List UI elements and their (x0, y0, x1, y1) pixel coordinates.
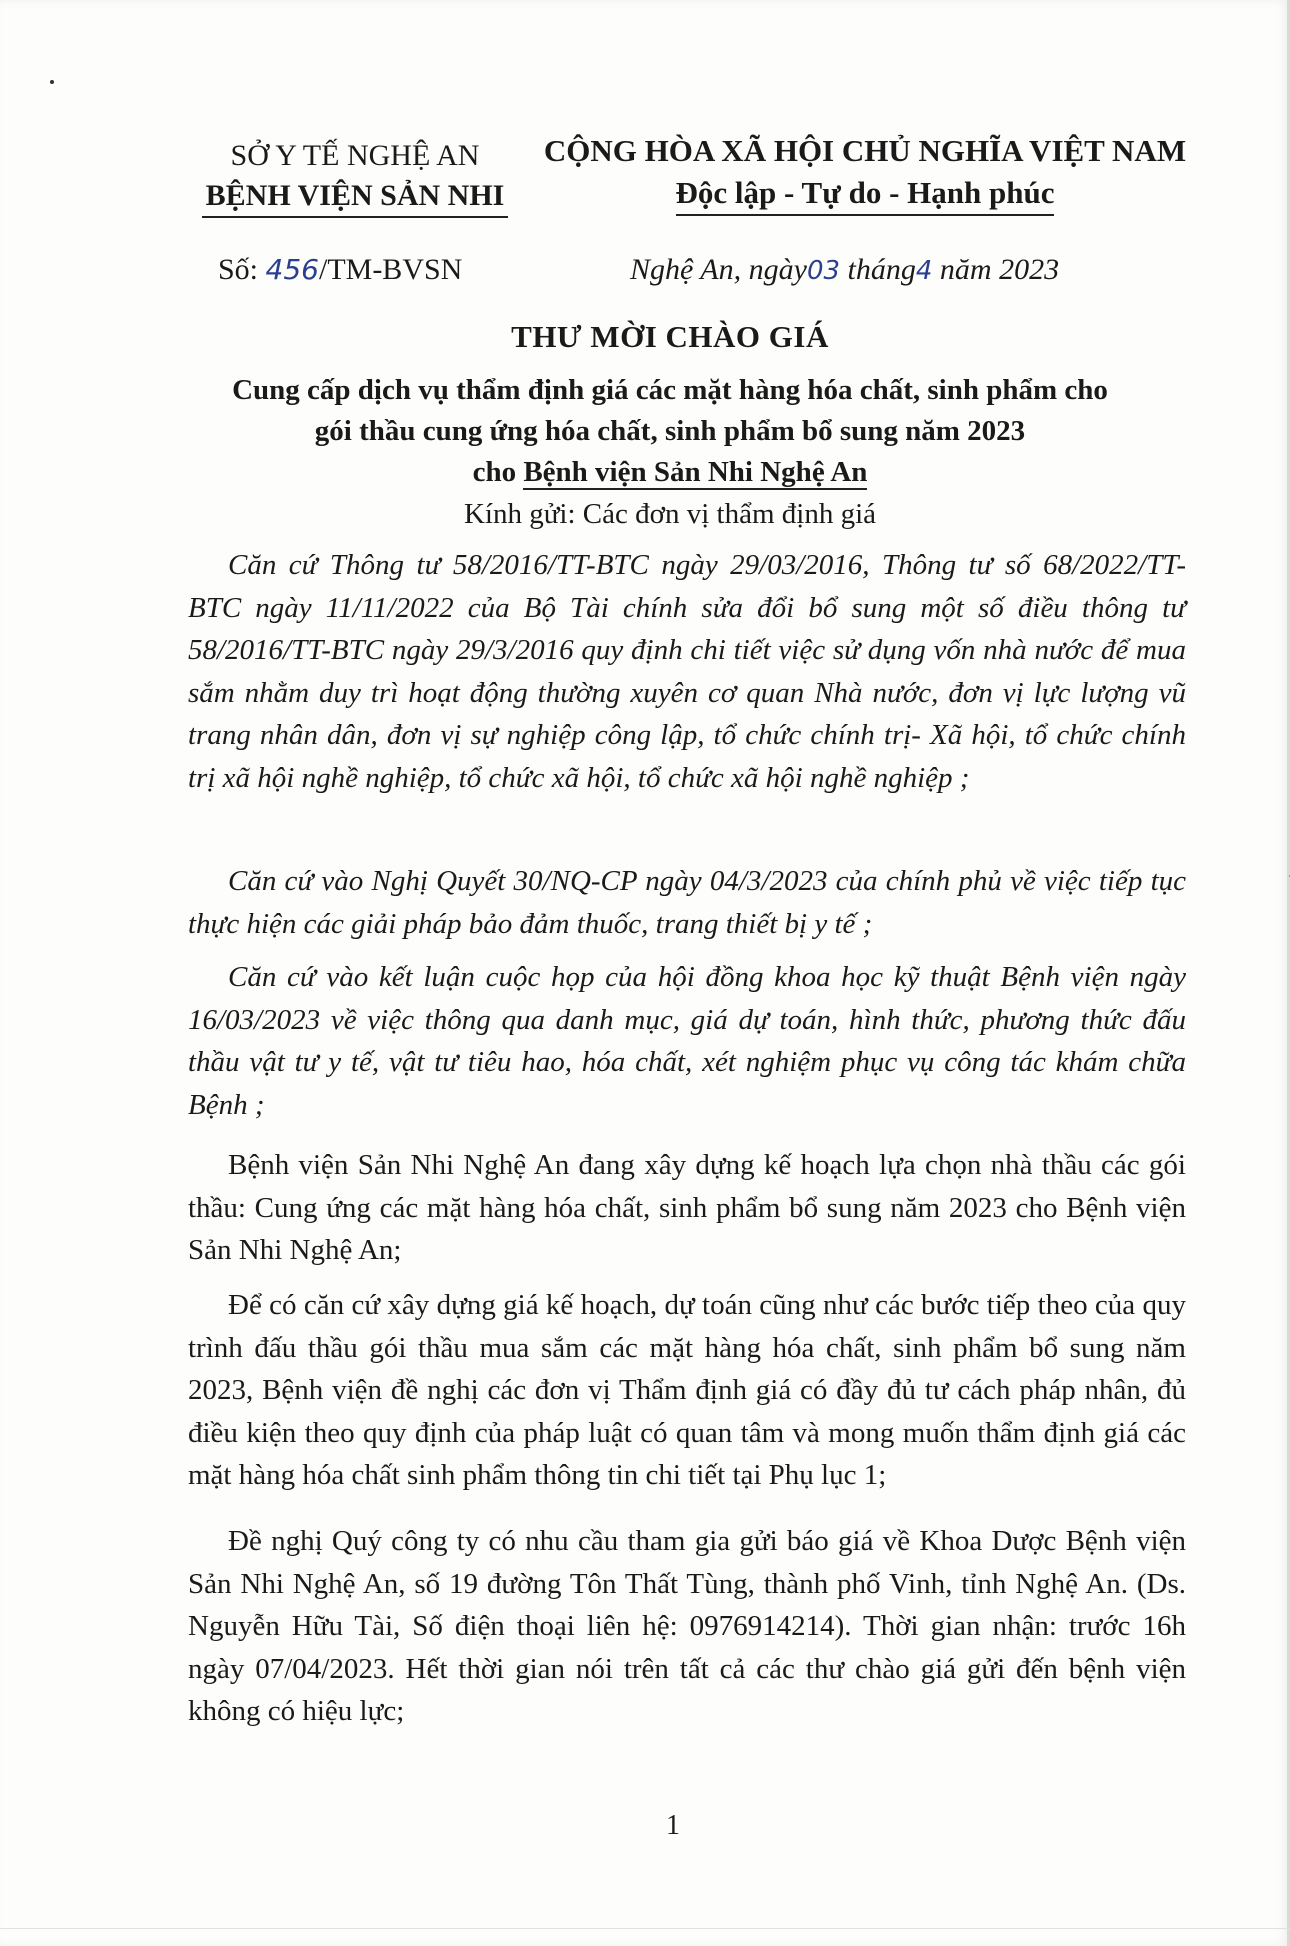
day-handwritten: 03 (806, 256, 841, 286)
place-date (630, 253, 1059, 287)
country-name: CỘNG HÒA XÃ HỘI CHỦ NGHĨA VIỆT NAM (543, 133, 1187, 168)
document-title: THƯ MỜI CHÀO GIÁ (511, 319, 829, 354)
subject-line-2: gói thầu cung ứng hóa chất, sinh phẩm bổ sung năm 2023 (314, 415, 1026, 447)
national-heading (540, 130, 1190, 216)
red-stamp-partial (1262, 790, 1290, 990)
bottom-edge (0, 1928, 1290, 1929)
org-parent: SỞ Y TẾ NGHỆ AN (230, 139, 480, 172)
doc-number-prefix: Số: (218, 253, 266, 286)
year-text: năm 2023 (932, 253, 1060, 286)
page-number: 1 (666, 1810, 680, 1841)
speck (50, 80, 54, 84)
subject-line-1: Cung cấp dịch vụ thẩm định giá các mặt hàng hóa chất, sinh phẩm cho (232, 374, 1108, 406)
doc-number-handwritten: 456 (265, 253, 319, 286)
doc-number-suffix: /TM-BVSN (318, 253, 463, 286)
subject-line-3-prefix: cho (472, 456, 524, 488)
month-handwritten: 4 (915, 256, 933, 286)
month-label: tháng (840, 253, 916, 286)
document-number (218, 253, 462, 287)
subject-line-3-underlined: Bệnh viện Sản Nhi Nghệ An (523, 456, 868, 488)
issuing-organization (190, 136, 520, 218)
national-motto: Độc lập - Tự do - Hạnh phúc (676, 172, 1055, 216)
paragraph-legal-basis-3: Căn cứ vào kết luận cuộc họp của hội đồng khoa học kỹ thuật Bệnh viện ngày 16/03/2023 về việc thông qua danh mục, giá dự toán, hình thức, phương thức đấu thầu vật tư y tế, vật tư tiêu hao, hóa chất, xét nghiệm phục vụ công tác khám chữa Bệnh ; (188, 961, 1186, 1121)
org-name: BỆNH VIỆN SẢN NHI (202, 176, 509, 218)
greeting: Kính gửi: Các đơn vị thẩm định giá (463, 498, 877, 530)
document-subject (150, 370, 1190, 493)
paragraph-submission: Đề nghị Quý công ty có nhu cầu tham gia gửi báo giá về Khoa Dược Bệnh viện Sản Nhi Nghệ An, số 19 đường Tôn Thất Tùng, thành phố Vinh, tỉnh Nghệ An. (Ds. Nguyễn Hữu Tài, Số điện thoại liên hệ: 0976914214). Thời gian nhận: trước 16h ngày 07/04/2023. Hết thời gian nói trên tất cả các thư chào giá gửi đến bệnh viện không có hiệu lực; (188, 1525, 1186, 1727)
paragraph-legal-basis-2: Căn cứ vào Nghị Quyết 30/NQ-CP ngày 04/3/2023 của chính phủ về việc tiếp tục thực hiện các giải pháp bảo đảm thuốc, trang thiết bị y tế ; (188, 865, 1186, 940)
place-date-prefix: Nghệ An, ngày (630, 253, 807, 286)
paragraph-plan: Bệnh viện Sản Nhi Nghệ An đang xây dựng kế hoạch lựa chọn nhà thầu các gói thầu: Cung ứng các mặt hàng hóa chất, sinh phẩm bổ sung năm 2023 cho Bệnh viện Sản Nhi Nghệ An; (188, 1149, 1186, 1266)
paragraph-legal-basis-1: Căn cứ Thông tư 58/2016/TT-BTC ngày 29/03/2016, Thông tư số 68/2022/TT-BTC ngày 11/11/2022 của Bộ Tài chính sửa đổi bổ sung một số điều thông tư 58/2016/TT-BTC ngày 29/3/2016 quy định chi tiết việc sử dụng vốn nhà nước để mua sắm nhằm duy trì hoạt động thường xuyên cơ quan Nhà nước, đơn vị lực lượng vũ trang nhân dân, đơn vị sự nghiệp công lập, tổ chức chính trị- Xã hội, tổ chức chính trị xã hội nghề nghiệp, tổ chức xã hội, tổ chức xã hội nghề nghiệp ; (188, 549, 1186, 794)
paragraph-request: Để có căn cứ xây dựng giá kế hoạch, dự toán cũng như các bước tiếp theo của quy trình đấu thầu gói thầu mua sắm các mặt hàng hóa chất, sinh phẩm bổ sung năm 2023, Bệnh viện đề nghị các đơn vị Thẩm định giá có đầy đủ tư cách pháp nhân, đủ điều kiện theo quy định của pháp luật có quan tâm và mong muốn thẩm định giá các mặt hàng hóa chất sinh phẩm thông tin chi tiết tại Phụ lục 1; (188, 1289, 1186, 1491)
